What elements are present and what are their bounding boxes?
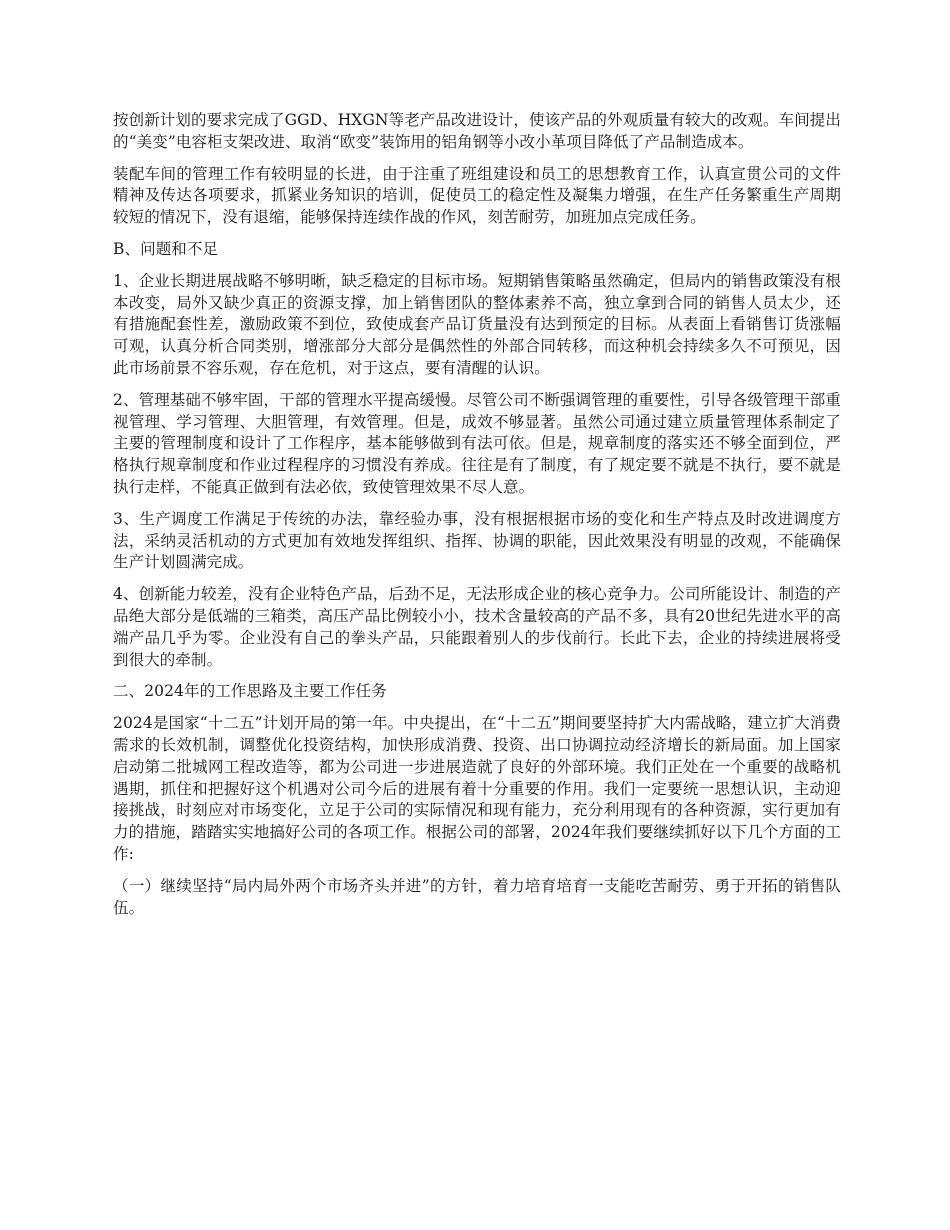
document-body [113,110,841,929]
section-heading-problems: B、问题和不足 [113,239,219,258]
paragraph-work-plan-intro: 2024是国家“十二五”计划开局的第一年。中央提出，在“十二五”期间要坚持扩大内需战略，建立扩大消费需求的长效机制，调整优化投资结构，加快形成消费、投资、出口协调拉动经济增长的新局面。加上国家启动第二批城网工程改造等，都为公司进一步进展造就了良好的外部环境。我们正处在一个重要的战略机遇期，抓住和把握好这个机遇对公司今后的进展有着十分重要的作用。我们一定要统一思想认识，主动迎接挑战，时刻应对市场变化，立足于公司的实际情况和现有能力，充分利用现有的各种资源，实行更加有力的措施，踏踏实实地搞好公司的各项工作。根据公司的部署，2024年我们要继续抓好以下几个方面的工作: [113,714,841,863]
paragraph-problem-1: 1、企业长期进展战略不够明晰，缺乏稳定的目标市场。短期销售策略虽然确定，但局内的销售政策没有根本改变，局外又缺少真正的资源支撑，加上销售团队的整体素养不高，独立拿到合同的销售人员太少，还有措施配套性差，激励政策不到位，致使成套产品订货量没有达到预定的目标。从表面上看销售订货涨幅可观，认真分析合同类别，增涨部分大部分是偶然性的外部合同转移，而这种机会持续多久不可预见，因此市场前景不容乐观，存在危机，对于这点，要有清醒的认识。 [113,271,841,377]
paragraph-problem-4: 4、创新能力较差，没有企业特色产品，后劲不足，无法形成企业的核心竞争力。公司所能设计、制造的产品绝大部分是低端的三箱类，高压产品比例较小小，技术含量较高的产品不多，具有20世纪先进水平的高端产品几乎为零。企业没有自己的拳头产品，只能跟着别人的步伐前行。长此下去，企业的持续进展将受到很大的牵制。 [113,585,841,669]
paragraph-problem-3: 3、生产调度工作满足于传统的办法，靠经验办事，没有根据根据市场的变化和生产特点及时改进调度方法，采纳灵活机动的方式更加有效地发挥组织、指挥、协调的职能，因此效果没有明显的改观，不能确保生产计划圆满完成。 [113,509,841,572]
paragraph-product-improvement: 按创新计划的要求完成了GGD、HXGN等老产品改进设计，使该产品的外观质量有较大的改观。车间提出的“美变”电容柜支架改进、取消“欧变”装饰用的铝角钢等小改小革项目降低了产品制造成本。 [113,111,841,151]
section-heading-work-plan: 二、2024年的工作思路及主要工作任务 [113,682,387,701]
paragraph-task-1: （一）继续坚持“局内局外两个市场齐头并进”的方针，着力培育培育一支能吃苦耐劳、勇于开拓的销售队伍。 [113,876,841,917]
paragraph-assembly-management: 装配车间的管理工作有较明显的长进，由于注重了班组建设和员工的思想教育工作，认真宣贯公司的文件精神及传达各项要求，抓紧业务知识的培训，促使员工的稳定性及凝集力增强，在生产任务繁重生产周期较短的情况下，没有退缩，能够保持连续作战的作风，刻苦耐劳，加班加点完成任务。 [113,164,841,227]
paragraph-problem-2: 2、管理基础不够牢固，干部的管理水平提高缓慢。尽管公司不断强调管理的重要性，引导各级管理干部重视管理、学习管理、大胆管理，有效管理。但是，成效不够显著。虽然公司通过建立质量管理体系制定了主要的管理制度和设计了工作程序，基本能够做到有法可依。但是，规章制度的落实还不够全面到位，严格执行规章制度和作业过程程序的习惯没有养成。往往是有了制度，有了规定要不就是不执行，要不就是执行走样，不能真正做到有法必依，致使管理效果不尽人意。 [113,390,841,496]
